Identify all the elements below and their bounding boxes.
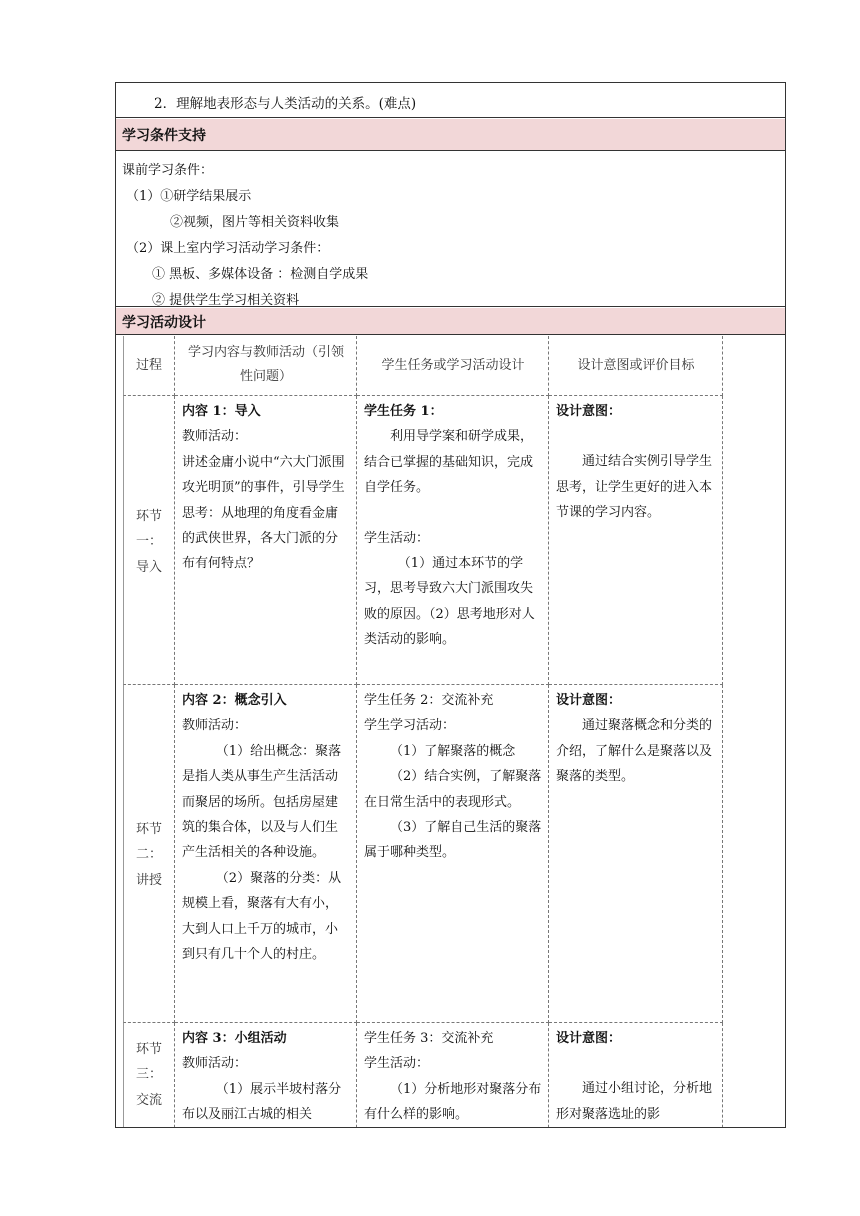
section-header-activities [116,308,785,335]
table-stage-cell: 环节 一： 导入 [123,396,175,685]
condition-line: ② 提供学生学习相关资料 [152,293,300,308]
table-student-cell: 学生任务 3：交流补充 学生活动： （1）分析地形对聚落分布有什么样的影响。 [357,1023,549,1128]
conditions-block [116,152,785,307]
condition-line: ① 黑板、多媒体设备 ：检测自学成果 [152,267,369,282]
condition-line: ②视频，图片等相关资料收集 [170,215,340,230]
table-header-cell: 学生任务或学习活动设计 [357,336,549,396]
section-header-conditions [116,119,785,151]
lesson-plan-frame [115,82,786,1128]
table-teacher-cell: 内容 3：小组活动 教师活动： （1）展示半坡村落分布以及丽江古城的相关 [175,1023,357,1128]
table-header-cell: 设计意图或评价目标 [549,336,723,396]
table-header-cell: 过程 [123,336,175,396]
objective-text: 2．理解地表形态与人类活动的关系。(难点) [154,96,417,112]
table-header-cell: 学习内容与教师活动（引领性问题） [175,336,357,396]
table-intent-cell: 设计意图： 通过聚落概念和分类的介绍，了解什么是聚落以及聚落的类型。 [549,685,723,1023]
table-intent-cell: 设计意图： 通过小组讨论，分析地形对聚落选址的影 [549,1023,723,1128]
section-title-conditions: 学习条件支持 [122,128,206,144]
table-stage-cell: 环节 二： 讲授 [123,685,175,1023]
condition-line: 课前学习条件： [122,163,214,178]
condition-line: （2）课上室内学习活动学习条件： [126,241,330,256]
section-title-activities: 学习活动设计 [122,315,206,331]
condition-line: （1）①研学结果展示 [126,189,252,204]
table-student-cell: 学生任务 1： 利用导学案和研学成果，结合已掌握的基础知识，完成自学任务。 学生活动： （1）通过本环节的学习，思考导致六大门派围攻失败的原因。（2）思考地形对人类活动的影响。 [357,396,549,685]
objective-row [116,83,785,118]
table-teacher-cell: 内容 1：导入 教师活动： 讲述金庸小说中“六大门派围攻光明顶”的事件，引导学生思考：从地理的角度看金庸的武侠世界，各大门派的分布有何特点？ [175,396,357,685]
table-intent-cell: 设计意图： 通过结合实例引导学生思考，让学生更好的进入本节课的学习内容。 [549,396,723,685]
table-teacher-cell: 内容 2：概念引入 教师活动： （1）给出概念：聚落是指人类从事生产生活活动而聚居的场所。包括房屋建筑的集合体，以及与人们生产生活相关的各种设施。 （2）聚落的分类：从规模上看，聚落有大有小，大到人口上千万的城市，小到只有几十个人的村庄。 [175,685,357,1023]
table-stage-cell: 环节 三： 交流 [123,1023,175,1128]
table-student-cell: 学生任务 2：交流补充 学生学习活动： （1）了解聚落的概念 （2）结合实例，了解聚落在日常生活中的表现形式。 （3）了解自己生活的聚落属于哪种类型。 [357,685,549,1023]
